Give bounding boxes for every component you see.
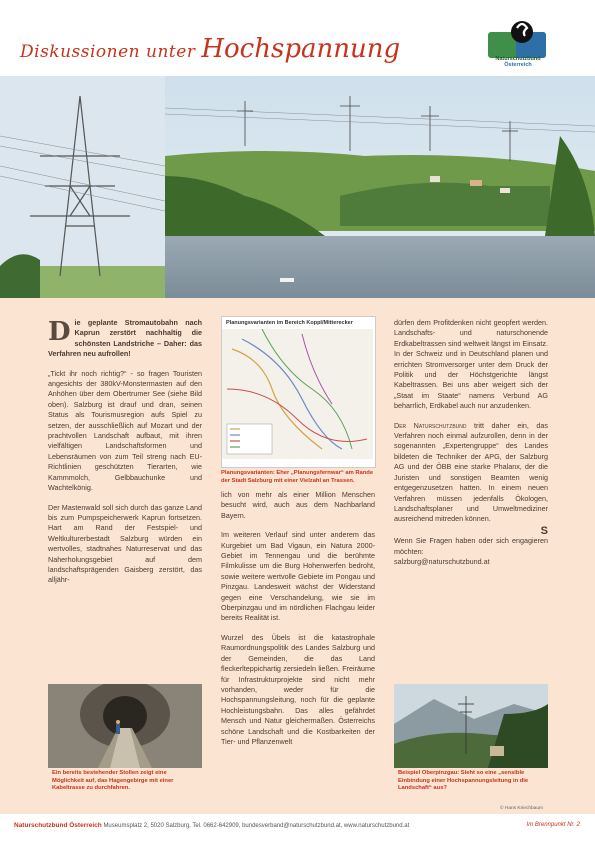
lead-paragraph: [48, 318, 202, 360]
paragraph: Wurzel des Übels ist die katastrophale Raumordnungspolitik des Landes Salzburg und der Gemeinden, die das Land fleckerlteppichartig zersiedeln ließen. Freiräume für Infrastrukturprojekte sind nicht mehr vorhanden, weder für die Hochspannungsleitung, noch für die geplante Hochleistungsbahn. Das alles gefährdet Mensch und Natur gleichermaßen. Österreichs schöne Landschaft und die Kostbarkeiten der Tier- und Pflanzenwelt: [221, 632, 375, 746]
map-graphic: [222, 329, 373, 459]
contact-email[interactable]: salzburg@naturschutzbund.at: [394, 556, 490, 566]
article-column-2: [221, 490, 375, 756]
lead-text: ie geplante Stromautobahn nach Kaprun zerstört nachhaltig die schönsten Landstriche – Daher: das Verfahren neu aufrollen!: [48, 318, 202, 359]
tunnel-caption: Ein bereits bestehender Stollen zeigt eine Möglichkeit auf, das Hagengebirge mit einer Kabeltrasse zu durchfahren.: [52, 770, 174, 791]
paragraph: dürfen dem Profitdenken nicht geopfert werden. Landschafts- und naturschonende Erdkabeltrassen sind weltweit längst im Einsatz. In der Schweiz und in Deutschland planen und errichten Stromversorger unter dem Druck der Politik und der Höchstgerichte längst Kabeltrassen. Bei uns aber weigert sich der „Staat im Staate“ namens Verbund AG beharrlich, Erdkabel auch nur anzudenken.: [394, 318, 548, 411]
title-part-1: Diskussionen unter: [20, 42, 202, 62]
footer-issue: Im Brennpunkt Nr. 2: [526, 822, 580, 828]
paragraph: Der Mastenwald soll sich durch das ganze Land bis zum Pumpspeicherwerk Kaprun fortsetzen. Hart am Rand der Festspiel- und Weltkulturerbestadt Salzburg würden ein wertvolles, stadtnahes Naturreservat und das Naherholungsgebiet auf dem landschaftsprägenden Gaisberg zerstört, das alljähr-: [48, 502, 202, 585]
map-title: Planungsvarianten im Bereich Koppl/Mitterecker: [226, 320, 353, 326]
article-column-3: [394, 318, 548, 576]
lake-landscape-photo: [0, 76, 595, 298]
footer-brand: Naturschutzbund Österreich: [14, 822, 102, 829]
paragraph: Der Naturschutzbund tritt daher ein, das Verfahren noch einmal aufzurollen, denn in der sogenannten „Expertengruppe“ des Landes bildeten die Techniker der APG, der Salzburg AG und der ÖBB eine starke Phalanx, der die Juristen und sonstigen Beamten wenig entgegenzusetzen hatten. In einem neuen Verfahren müssen jedenfalls Ökologen, Landschaftsplaner und Umweltmediziner ausreichend mitreden können.: [394, 420, 548, 524]
end-mark: S: [540, 524, 548, 537]
tunnel-photo: [48, 684, 202, 768]
planning-variants-map: [221, 316, 376, 468]
footer-address: Museumsplatz 2, 5020 Salzburg, Tel. 0662-642909, bundesverband@naturschutzbund.at, www.naturschutzbund.at: [103, 823, 410, 829]
contact-text: Wenn Sie Fragen haben oder sich engagieren möchten:: [394, 536, 548, 556]
brand-mention: Der Naturschutzbund: [394, 420, 467, 430]
logo-text: [478, 56, 558, 68]
title-part-2: Hochspannung: [201, 34, 401, 64]
paragraph: „Tickt ihr noch richtig?“ - so fragen Touristen angesichts der 380kV-Monstermasten auf den Anhöhen über dem Obertrumer See (siehe Bild oben). Salzburg ist drauf und dran, seinen Status als Tourismusregion aufs Spiel zu setzen, der ausschließlich auf Mozart und der prachtvollen Landschaft aufbaut, mit ihren vielfältigen Landschaftsformen und Lebensräumen von zum Teil streng nach EU-Richtlinien geschützten Tierarten, wie Kammmolch, Gelbbauchunke und Wachtelkönig.: [48, 368, 202, 493]
pinzgau-caption: Beispiel Oberpinzgau: Sieht so eine „sensible Einbindung einer Hochspannungsleitung in die Landschaft“ aus?: [398, 770, 529, 791]
footer-line: [14, 822, 580, 829]
logo-line-1: Naturschutzbund: [495, 56, 541, 62]
pinzgau-photo: [394, 684, 548, 768]
photo-credit: © Hans Kriechbaum: [500, 806, 543, 811]
logo-line-2: Österreich: [504, 62, 532, 68]
drop-cap: D: [48, 317, 71, 347]
map-caption: Planungsvarianten: Eher „Planungsfernwar“ am Rande der Stadt Salzburg mit einer Vielzahl an Trassen.: [221, 470, 374, 484]
paragraph: lich von mehr als einer Million Menschen besucht wird, auch aus dem Nachbarland Bayern.: [221, 490, 375, 520]
article-column-1: [48, 318, 202, 595]
paragraph: Im weiteren Verlauf sind unter anderem das Kurgebiet um Bad Vigaun, ein Natura 2000-Gebiet im Tennengau und die berühmte Filmkulisse um die Burg Hohenwerfen bedroht, sowie weitere wertvolle Gebiete im Pongau und Pinzgau. Landesweit wächst der Widerstand gegen eine Verschandelung, wie sie im Oberpinzgau und im nördlichen Flachgau leider bereits Realität ist.: [221, 530, 375, 623]
page-title: [20, 34, 400, 64]
